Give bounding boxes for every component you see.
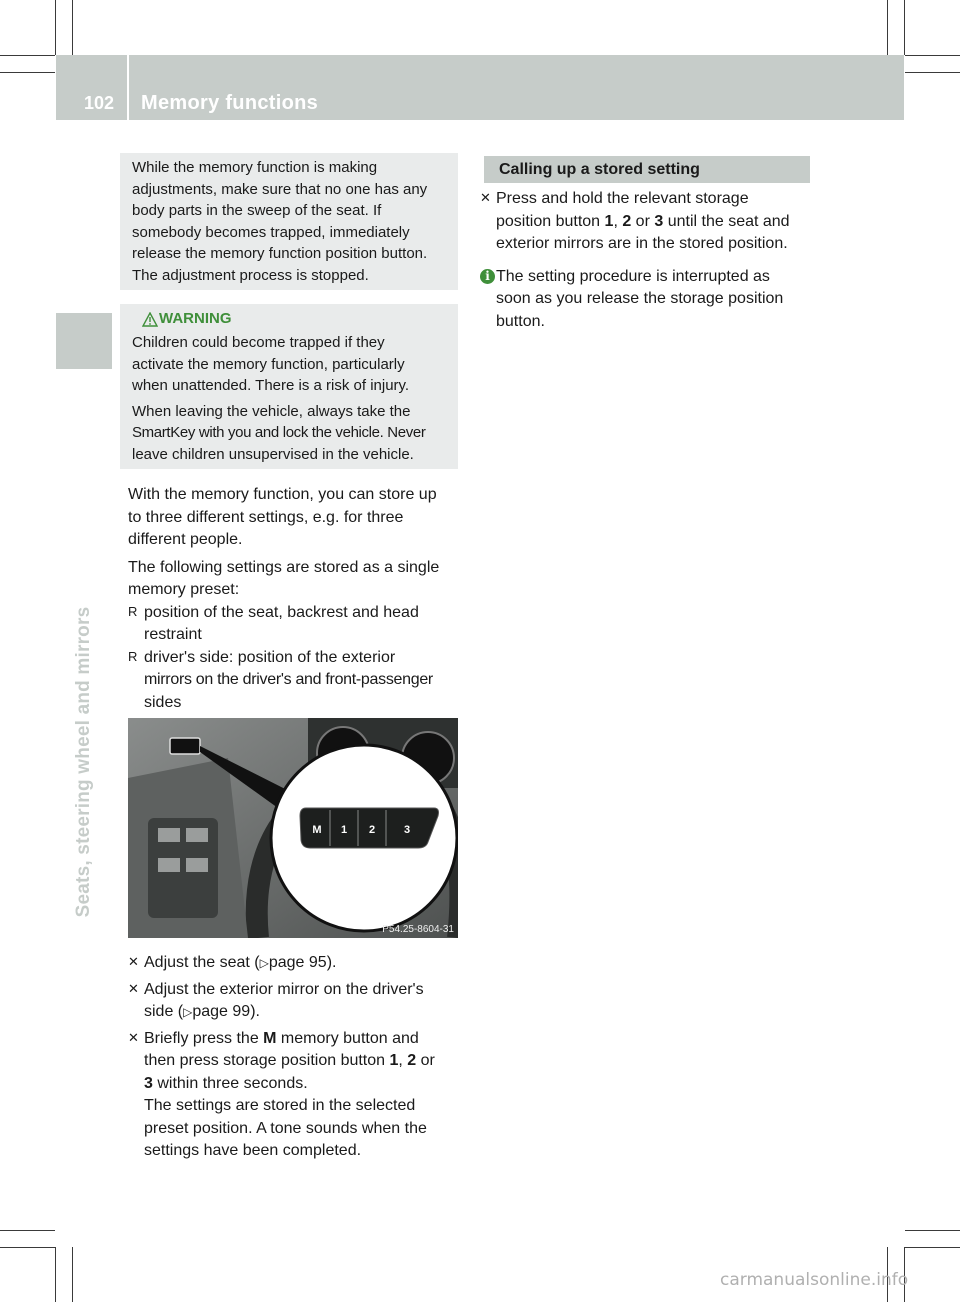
step-arrow-icon: ✕ bbox=[480, 190, 491, 205]
page-header bbox=[56, 55, 904, 120]
info-icon: i bbox=[480, 269, 495, 284]
step-text-bold: 1 bbox=[389, 1052, 399, 1069]
warning-line: Children could become trapped if they bbox=[132, 334, 385, 351]
step-arrow-icon: ✕ bbox=[128, 954, 139, 969]
step-text-part: side ( bbox=[144, 1003, 184, 1020]
bullet-line: sides bbox=[144, 693, 182, 711]
step-text-bold: 2 bbox=[622, 212, 632, 230]
crop-mark bbox=[887, 0, 888, 55]
body-line: to three different settings, e.g. for three bbox=[128, 508, 404, 526]
info-line: button. bbox=[496, 312, 545, 330]
note-line: release the memory function position button. bbox=[132, 245, 428, 262]
info-line: The setting procedure is interrupted as bbox=[496, 267, 770, 285]
crop-mark bbox=[905, 55, 960, 56]
bullet-line: restraint bbox=[144, 626, 202, 643]
right-body bbox=[480, 188, 820, 333]
header-divider bbox=[127, 55, 129, 120]
position-button-label: 2 bbox=[368, 824, 376, 836]
left-body bbox=[128, 484, 463, 714]
step-text-part: or bbox=[631, 212, 655, 230]
note-line: somebody becomes trapped, immediately bbox=[132, 223, 410, 241]
step-text-part: , bbox=[398, 1052, 408, 1069]
step-text: Press and hold the relevant storage bbox=[496, 190, 749, 207]
side-tab-marker bbox=[56, 313, 112, 369]
page-ref-arrow-icon: ▷ bbox=[183, 1005, 193, 1019]
step-text-part: within three seconds. bbox=[152, 1074, 308, 1092]
side-tab-label: Seats, steering wheel and mirrors bbox=[73, 606, 94, 918]
crop-mark bbox=[0, 1247, 55, 1248]
position-button-label: 1 bbox=[340, 824, 348, 836]
warning-box bbox=[120, 304, 458, 469]
page-number: 102 bbox=[84, 93, 115, 113]
info-note bbox=[480, 266, 820, 334]
step-item bbox=[128, 1028, 463, 1163]
step-text-part: Briefly press the bbox=[144, 1029, 264, 1047]
step-text bbox=[144, 1073, 463, 1096]
crop-mark bbox=[905, 72, 960, 73]
crop-mark bbox=[55, 0, 56, 55]
step-text-part: until the seat and bbox=[663, 212, 790, 230]
result-line: The settings are stored in the selected bbox=[144, 1097, 416, 1114]
warning-title: WARNING bbox=[159, 310, 232, 327]
step-text-bold: 3 bbox=[654, 212, 664, 230]
step-text-part: , bbox=[613, 212, 623, 230]
step-text bbox=[496, 211, 820, 234]
step-text-part: Adjust the seat ( bbox=[144, 954, 260, 971]
bullet-line: position of the seat, backrest and head bbox=[144, 603, 419, 621]
bullet-line: driver's side: position of the exterior bbox=[144, 648, 396, 666]
step-item bbox=[128, 952, 463, 975]
step-text-bold: M bbox=[263, 1029, 277, 1047]
crop-mark bbox=[0, 72, 55, 73]
bullet-marker: R bbox=[128, 603, 138, 619]
page-ref-link[interactable]: page 99). bbox=[192, 1003, 260, 1020]
crop-mark bbox=[0, 1230, 55, 1231]
page-ref-link[interactable]: page 95). bbox=[268, 954, 337, 971]
warning-line: SmartKey with you and lock the vehicle. Never bbox=[132, 424, 426, 441]
warning-line: leave children unsupervised in the vehicle. bbox=[132, 445, 414, 463]
bullet-line: mirrors on the driver's and front-passenger bbox=[144, 671, 433, 688]
note-box bbox=[120, 153, 458, 290]
body-line: With the memory function, you can store up bbox=[128, 486, 437, 503]
step-text-part: or bbox=[416, 1052, 435, 1069]
list-item bbox=[128, 647, 463, 715]
warning-line: When leaving the vehicle, always take the bbox=[132, 402, 411, 420]
step-text-bold: 2 bbox=[407, 1052, 417, 1069]
bullet-marker: R bbox=[128, 648, 138, 664]
step-text-part: then press storage position button bbox=[144, 1052, 390, 1069]
note-line: While the memory function is making bbox=[132, 159, 378, 176]
list-item bbox=[128, 602, 463, 647]
warning-triangle-icon bbox=[142, 312, 158, 327]
result-line: preset position. A tone sounds when the bbox=[144, 1119, 427, 1137]
step-item bbox=[480, 188, 820, 256]
step-text-part: position button bbox=[496, 212, 605, 230]
step-text bbox=[144, 1001, 463, 1024]
step-text-bold: 3 bbox=[144, 1074, 153, 1092]
note-line: The adjustment process is stopped. bbox=[132, 266, 369, 284]
memory-button-label: M bbox=[312, 824, 322, 836]
step-text-part: memory button and bbox=[276, 1029, 419, 1047]
watermark: carmanualsonline.info bbox=[720, 1270, 909, 1290]
position-button-label: 3 bbox=[403, 824, 411, 836]
result-line: settings have been completed. bbox=[144, 1142, 362, 1159]
crop-mark bbox=[904, 0, 905, 55]
note-line: adjustments, make sure that no one has any bbox=[132, 180, 428, 198]
info-line: soon as you release the storage position bbox=[496, 290, 784, 307]
note-line: body parts in the sweep of the seat. If bbox=[132, 202, 382, 219]
door-panel-drawing bbox=[128, 718, 458, 938]
body-line: different people. bbox=[128, 531, 243, 548]
step-text: exterior mirrors are in the stored position. bbox=[496, 235, 788, 252]
warning-line: activate the memory function, particularly bbox=[132, 355, 405, 373]
crop-mark bbox=[905, 1247, 960, 1248]
crop-mark bbox=[0, 55, 55, 56]
step-text-bold: 1 bbox=[604, 212, 614, 230]
crop-mark bbox=[72, 0, 73, 55]
crop-mark bbox=[905, 1230, 960, 1231]
step-text bbox=[144, 952, 463, 975]
warning-line: when unattended. There is a risk of injury. bbox=[132, 377, 410, 394]
crop-mark bbox=[72, 1247, 73, 1302]
page-ref-arrow-icon: ▷ bbox=[259, 956, 269, 970]
step-arrow-icon: ✕ bbox=[128, 980, 139, 996]
step-text: Adjust the exterior mirror on the driver's bbox=[144, 980, 424, 998]
figure-code: P54.25-8604-31 bbox=[382, 924, 454, 935]
section-heading: Calling up a stored setting bbox=[484, 156, 810, 183]
step-item bbox=[128, 979, 463, 1024]
step-text bbox=[144, 1028, 463, 1051]
step-arrow-icon: ✕ bbox=[128, 1029, 139, 1045]
body-line: The following settings are stored as a single bbox=[128, 558, 440, 576]
warning-header bbox=[132, 308, 458, 332]
body-line: memory preset: bbox=[128, 581, 240, 598]
section-title: Memory functions bbox=[141, 92, 319, 114]
crop-mark bbox=[55, 1247, 56, 1302]
step-text bbox=[144, 1050, 463, 1073]
left-steps bbox=[128, 952, 463, 1163]
door-panel-illustration bbox=[128, 718, 458, 938]
